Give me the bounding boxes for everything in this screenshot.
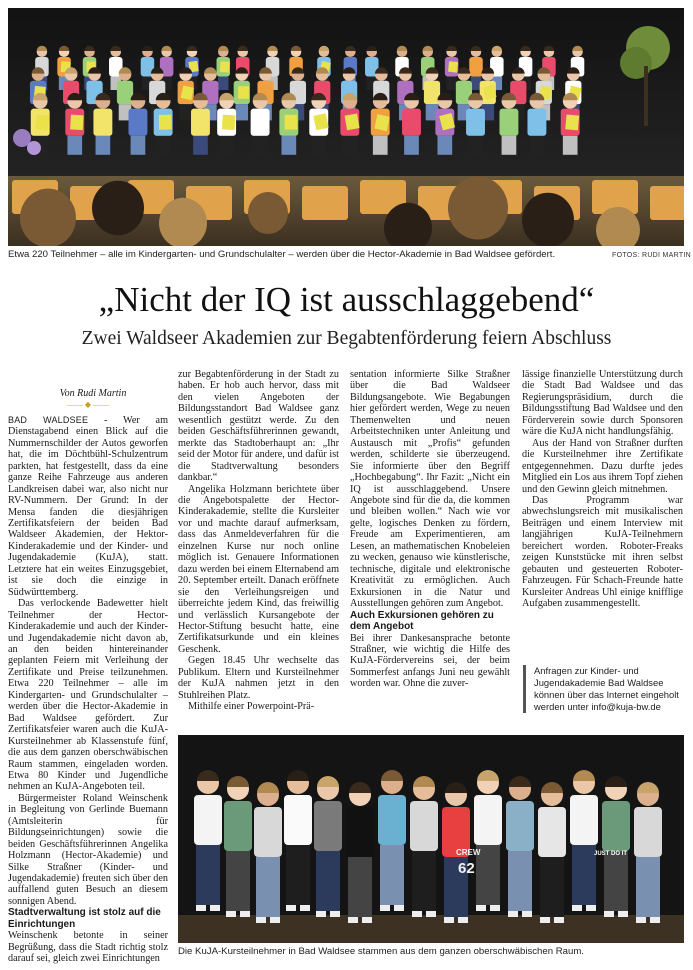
dateline: BAD WALDSEE: [8, 414, 89, 425]
column-1-subhead: Stadtverwaltung ist stolz auf die Einrichtungen: [8, 907, 161, 930]
column-1-paragraph-1: [8, 415, 168, 598]
shirt-text-just-do-it: JUST DO IT: [594, 851, 628, 857]
child-figure: [191, 93, 210, 155]
audience-head: [20, 189, 76, 246]
child-figure: [93, 93, 112, 155]
column-2-paragraph-1: zur Begabtenförderung in der Stadt zu haben. Er hob auch hervor, dass mit den vielen Angeboten der Bildungsstandort Bad Waldsee ganz wesentlich gestützt werde. Zu den beiden Geschäftsführerinnen gewandt, merkte das Stadtoberhaupt an: „Ihr seid der Motor für andere, und dafür ist die Stadtverwaltung besonders dankbar.“: [178, 369, 339, 484]
chair: [302, 186, 348, 220]
column-4-paragraph-2: Aus der Hand von Straßner durften die Kursteilnehmer ihre Zertifikate entgegennehmen. Dazu durfte jedes Mitglied ein Los aus ihrem Topf ziehen und den Gewinn gleich mitnehmen.: [522, 437, 683, 495]
article-column-1: [8, 388, 168, 965]
audience-head: [92, 181, 144, 236]
photo-credit: FOTOS: RUDI MARTIN: [612, 252, 692, 259]
column-1-paragraph-2: Das verlockende Badewetter hielt Teilnehmer der Hector-Kinderakademie und auch der Kinder- und Jugendakademie nicht davon ab, an den beiden hintereinander geplanten Feiern mit Verleihung der Zertifikate und Preise teilzunehmen. Etwa 220 Teilnehmer – alle im Kindergarten- und Grundschulalter – werden über die Hector-Akademie in Bad Waldsee gefördert. Zur Zertifikatsfeier waren auch die KuJA-Kursteilnehmer ab Klassenstufe fünf, die aus dem ganzen oberschwäbischen Raum stammen, eingeladen worden. Etwa 80 Kinder und Jugendliche nehmen an KuJA-Angeboten teil.: [8, 598, 168, 793]
column-1-lead-text: - Wer am Dienstagabend einen Blick auf die Nummernschilder der Autos geworfen hat, die im Döchtbühl-Schulzentrum parkten, hat festgestellt, dass da eine ganze Reihe Fahrzeuge aus anderen Landkreisen dabei war, also nicht nur RV-Nummern. Der Grund: In der Mensa fanden die diesjährigen Zertifikatsfeiern der beiden Bad Waldseer Akademien, der Hektor-Kinderakademie und der Kinder- und Jugendakademie (KuJA), statt. Letztere hat ein weites Einzugsgebiet, ist sie doch die einzige in Südwürttemberg.: [8, 414, 168, 598]
child-figure: [371, 93, 390, 155]
article-column-3: [350, 369, 510, 690]
child-figure: [466, 93, 485, 155]
column-2-paragraph-2: Angelika Holzmann berichtete über die Angebotspalette der Hector-Kinderakademie, stellte die Kursleiter vor und machte darauf aufmerksam, dass das Anmeldeverfahren für die einzelnen Kurse nur noch online möglich ist. Genauere Informationen dazu werden bei einem Elternabend am 20. September erteilt. Danach eröffnete sie den Verleihungsreigen und überreichte jedem Kind, das freiwillig und verlässlich Kursangebote der Hector-Stiftung besucht hatte, eine Zertifikatsurkunde und ein kleines Geschenk.: [178, 483, 339, 655]
audience-head: [159, 198, 207, 246]
child-figure: [251, 93, 270, 155]
child-figure: [309, 93, 328, 155]
audience-head: [248, 192, 288, 234]
child-figure: [435, 93, 455, 155]
audience-head: [522, 193, 574, 246]
child-figure: [217, 93, 236, 155]
child-figure: [154, 93, 173, 155]
top-photo-caption: Etwa 220 Teilnehmer – alle im Kindergarten- und Grundschulalter – werden über die Hector-Akademie in Bad Waldsee gefördert.: [8, 249, 556, 260]
shirt-text-number: 62: [458, 860, 475, 877]
child-figure: [279, 93, 298, 155]
column-4-paragraph-1: lässige finanzielle Unterstützung durch die Stadt Bad Waldsee und das Regierungspräsidium, durch die Bildungsstiftung Bad Waldsee und den Förderverein sowie durch Sponsoren wäre die KuJA nicht handlungsfähig.: [522, 369, 683, 438]
child-figure: [499, 93, 518, 155]
byline: Von Rudi Martin: [59, 388, 127, 399]
child-figure: [234, 67, 250, 120]
column-3-paragraph-1: sentation informierte Silke Straßner über die Bad Waldseer Bildungsangebote. Wie Begabungen hier gefördert werden, Wege zu neuen Themenwelten und neuen Arbeitstechniken unter Anleitung und Austausch mit „Profis“ gefunden werden, schilderte sie überzeugend. Sie informierte über den Begriff „Hochbegabung“. Ihr Fazit: „Nicht ein IQ ist ausschlaggebend. Unsere Angebote sind für die da, die kommen und bleiben wollen.“ Nach wie vor gelte, logisches Denken zu fördern, Freude am Experimentieren, am Lesen, an mathematischen Knobeleien zu wecken, genauso wie künstlerische, technische, digitale und elektronische Kreativität zu ermöglichen. Auch Exkursionen in die Natur und Ausstellungen gehören zum Angebot.: [350, 369, 510, 610]
chair: [650, 186, 684, 220]
byline-separator: —— ◆ ——: [66, 400, 110, 410]
column-2-paragraph-3: Gegen 18.45 Uhr wechselte das Publikum. Eltern und Kursteilnehmer der KuJA nahmen jetzt in den Stuhlreihen Platz.: [178, 655, 339, 701]
child-figure: [561, 93, 580, 155]
child-figure: [527, 93, 546, 155]
shirt-text-crew: CREW: [456, 848, 481, 857]
child-figure: [340, 93, 359, 155]
column-1-paragraph-3: Bürgermeister Roland Weinschenk in Begleitung von Gerlinde Buemann (Amtsleiterin für Bildungseinrichtungen) sowie die beiden Geschäftsführerinnen Angelika Holzmann (Hector-Akademie) und Silke Straßner (Kinder- und Jugendakademie) freuten sich über den auffallend guten Besuch an diesem sonnigen Abend.: [8, 792, 168, 907]
child-figure: [128, 93, 147, 155]
subheadline: Zwei Waldseer Akademien zur Begabtenförderung feiern Abschluss: [81, 328, 612, 349]
child-figure: [402, 93, 421, 155]
bottom-photo: [178, 735, 684, 943]
column-1-paragraph-4: Weinschenk betonte in seiner Begrüßung, dass die Stadt richtig stolz darauf sei, gleich zwei Einrichtungen: [8, 930, 168, 965]
child-figure: [65, 93, 84, 155]
info-box: [523, 665, 692, 713]
article-column-2: [178, 369, 339, 713]
column-3-subhead: Auch Exkursionen gehören zu dem Angebot: [350, 609, 494, 633]
column-4-paragraph-3: Das Programm war abwechslungsreich mit musikalischen Beiträgen und einem Interview mit langjährigen KuJA-Teilnehmern bereichert worden. Roboter-Freaks zeigen Kunststücke mit ihren selbst gebauten und gesteuerten Roboter-Fahrzeugen. Für Schach-Freunde hatte Kursleiter Andreas Uhl einige knifflige Aufgaben zusammengestellt.: [522, 494, 683, 610]
column-2-paragraph-4: Mithilfe einer Powerpoint-Prä-: [188, 701, 315, 713]
bottom-photo-scene: [178, 735, 684, 943]
top-photo-scene: [8, 8, 684, 246]
column-3-paragraph-2: Bei ihrer Dankesansprache betonte Straßner, wie wichtig die Hilfe des KuJA-Fördervereins sei, der beim Sommerfest anfangs Juni neu gewählt worden war. Ohne die zuver-: [350, 632, 510, 690]
audience-head: [448, 177, 508, 240]
top-photo: [8, 8, 684, 246]
child-figure: [217, 46, 231, 90]
bottom-photo-caption: Die KuJA-Kursteilnehmer in Bad Waldsee stammen aus dem ganzen oberschwäbischen Raum.: [178, 946, 584, 957]
info-box-text: Anfragen zur Kinder- und Jugendakademie Bad Waldsee können über das Internet eingeholt werden unter info@kuja-bw.de: [534, 665, 679, 712]
article-column-4: [522, 369, 683, 610]
headline: „Nicht der IQ ist ausschlaggebend“: [98, 280, 595, 319]
